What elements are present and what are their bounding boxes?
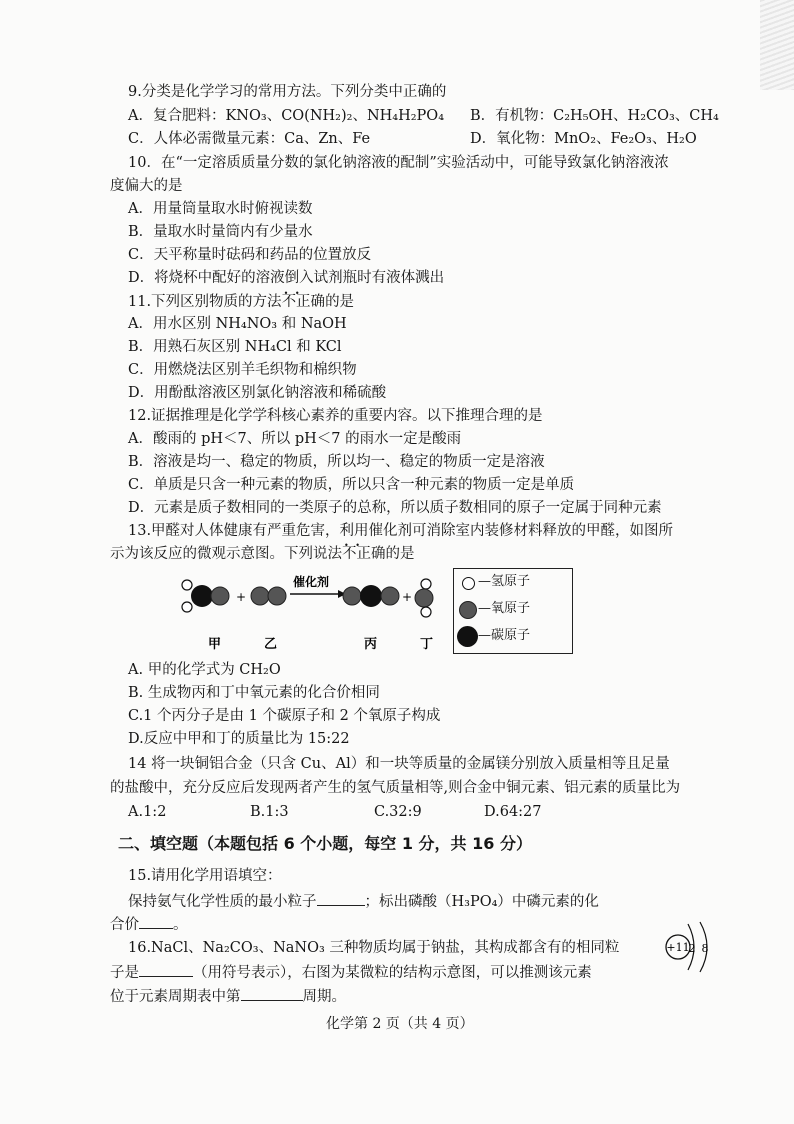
q16-line2-post: （用符号表示），右图为某微粒的结构示意图，可以推测该元素 (193, 965, 592, 981)
q13-stem-post: 的是 (385, 546, 415, 562)
q15-line2-pre: 合价 (110, 917, 139, 933)
q16-line3-post: 周期。 (302, 989, 346, 1005)
q9-option-d: D．氧化物：MnO₂、Fe₂O₃、H₂O (470, 131, 697, 147)
q13-option-b: B. 生成物丙和丁中氧元素的化合价相同 (128, 685, 380, 701)
hydrogen-atom-icon (462, 577, 475, 590)
q11-option-d: D．用酚酞溶液区别氯化钠溶液和稀硫酸 (128, 385, 387, 401)
q15-line2-post: 。 (173, 917, 188, 933)
molecule-yi (251, 587, 286, 605)
q13-stem-emphasis: 不正确 • • (342, 546, 386, 562)
q11-option-a: A．用水区别 NH₄NO₃ 和 NaOH (128, 316, 347, 332)
q15-line2 (110, 914, 188, 935)
q9-option-b: B．有机物：C₂H₅OH、H₂CO₃、CH₄ (470, 108, 719, 124)
q11-stem-post: 的是 (325, 294, 355, 310)
q15-stem: 15.请用化学用语填空： (128, 868, 282, 884)
q14-stem-line1: 14 将一块铜铝合金（只含 Cu、Al）和一块等质量的金属镁分别放入质量相等且足量 (128, 756, 670, 772)
atom-structure-diagram (664, 916, 724, 978)
q12-option-b: B．溶液是均一、稳定的物质，所以均一、稳定的物质一定是溶液 (128, 454, 545, 470)
q14-option-a: A.1:2 (128, 804, 167, 820)
legend-oxygen: —氧原子 (478, 601, 531, 616)
q16-line1: 16.NaCl、Na₂CO₃、NaNO₃ 三种物质均属于钠盐，其构成都含有的相同粒 (128, 940, 620, 956)
label-yi: 乙 (264, 637, 278, 652)
carbon-atom-icon (457, 626, 478, 647)
catalyst-label: 催化剂 (293, 575, 330, 589)
legend-hydrogen: —氢原子 (478, 574, 531, 589)
q11-stem (128, 292, 354, 312)
q15-blank-1[interactable] (317, 891, 365, 906)
q12-stem: 12.证据推理是化学学科核心素养的重要内容。以下推理合理的是 (128, 408, 543, 424)
q9-stem: 9.分类是化学学习的常用方法。下列分类中正确的 (128, 84, 447, 100)
atom-legend (453, 568, 573, 654)
q15-line1-pre: 保持氨气化学性质的最小粒子 (128, 894, 317, 910)
q16-line3 (110, 986, 346, 1007)
q10-option-a: A．用量筒量取水时俯视读数 (128, 201, 313, 217)
label-bing: 丙 (364, 637, 378, 652)
plus-sign-2: + (402, 590, 413, 604)
q12-option-c: C．单质是只含一种元素的物质，所以只含一种元素的物质一定是单质 (128, 477, 575, 493)
q16-line2 (110, 962, 592, 983)
q13-stem-pre: 示为该反应的微观示意图。下列说法 (110, 546, 342, 562)
q11-stem-emphasis: 不正确 • • (282, 294, 326, 310)
q16-blank-2[interactable] (241, 986, 303, 1001)
shell-1-electrons: 2 (688, 942, 696, 955)
q14-option-c: C.32:9 (374, 804, 422, 820)
section-fill-in-title: 二、填空题（本题包括 6 个小题，每空 1 分，共 16 分） (118, 834, 532, 853)
molecule-ding (415, 579, 433, 617)
q15-blank-2[interactable] (139, 914, 173, 929)
q14-option-b: B.1:3 (250, 804, 289, 820)
q15-line1-mid: ；标出磷酸（H₃PO₄）中磷元素的化 (364, 894, 599, 910)
q16-line2-pre: 子是 (110, 965, 139, 981)
q13-stem-line1: 13.甲醛对人体健康有严重危害，利用催化剂可消除室内装修材料释放的甲醛，如图所 (128, 523, 674, 539)
reaction-diagram (180, 572, 450, 662)
q14-option-d: D.64:27 (484, 804, 542, 820)
q11-option-b: B．用熟石灰区别 NH₄Cl 和 KCl (128, 339, 342, 355)
q9-option-a: A．复合肥料：KNO₃、CO(NH₂)₂、NH₄H₂PO₄ (128, 108, 445, 124)
legend-carbon: —碳原子 (478, 628, 531, 643)
q10-option-d: D．将烧杯中配好的溶液倒入试剂瓶时有液体溅出 (128, 270, 445, 286)
q16-blank-1[interactable] (139, 962, 193, 977)
page-footer: 化学第 2 页（共 4 页） (326, 1016, 474, 1032)
plus-sign-1: + (236, 590, 247, 604)
q14-stem-line2: 的盐酸中，充分反应后发现两者产生的氢气质量相等,则合金中铜元素、铝元素的质量比为 (110, 780, 681, 796)
q11-stem-pre: 11.下列区别物质的方法 (128, 294, 282, 310)
q10-stem-line2: 度偏大的是 (110, 178, 183, 194)
q10-option-c: C．天平称量时砝码和药品的位置放反 (128, 247, 372, 263)
q13-option-d: D.反应中甲和丁的质量比为 15:22 (128, 731, 350, 747)
q13-option-c: C.1 个丙分子是由 1 个碳原子和 2 个氧原子构成 (128, 708, 441, 724)
q13-option-a: A. 甲的化学式为 CH₂O (128, 662, 281, 678)
q16-line3-pre: 位于元素周期表中第 (110, 989, 241, 1005)
q10-stem-line1: 10．在“一定溶质质量分数的氯化钠溶液的配制”实验活动中，可能导致氯化钠溶液浓 (128, 155, 669, 171)
label-ding: 丁 (420, 637, 434, 652)
q9-option-c: C．人体必需微量元素：Ca、Zn、Fe (128, 131, 371, 147)
q10-option-b: B．量取水时量筒内有少量水 (128, 224, 313, 240)
page-corner-shadow (760, 0, 794, 90)
molecule-jia (182, 580, 229, 612)
label-jia: 甲 (208, 637, 222, 652)
shell-2-electrons: 8 (701, 942, 709, 955)
molecule-bing (343, 585, 399, 607)
q12-option-d: D．元素是质子数相同的一类原子的总称，所以质子数相同的原子一定属于同种元素 (128, 500, 662, 516)
q11-option-c: C．用燃烧法区别羊毛织物和棉织物 (128, 362, 357, 378)
q12-option-a: A．酸雨的 pH＜7、所以 pH＜7 的雨水一定是酸雨 (128, 431, 462, 447)
q15-line1 (128, 891, 599, 912)
nucleus-charge: +11 (666, 941, 690, 954)
q13-stem-line2 (110, 544, 415, 564)
oxygen-atom-icon (459, 601, 477, 619)
